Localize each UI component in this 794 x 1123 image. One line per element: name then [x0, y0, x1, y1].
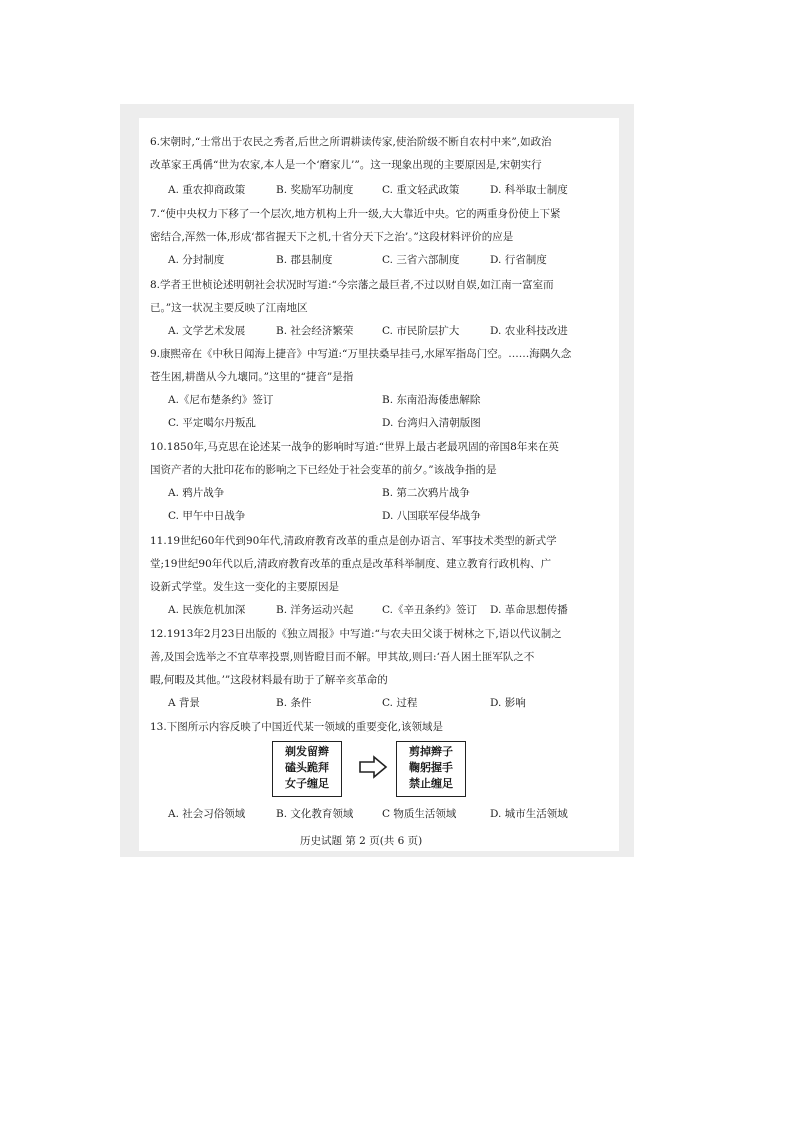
- q12-line2: 善,及国会选举之不宜草率投票,则皆瞪目而不解。甲其故,则曰:‘吾人困土匪军队之不: [150, 651, 535, 663]
- q7-option-d: D. 行省制度: [490, 254, 547, 266]
- after-item: 鞠躬握手: [409, 761, 453, 774]
- q9-line2: 苍生困,耕凿从今九壤同。”这里的“捷音”是指: [150, 371, 354, 383]
- q7-option-c: C. 三省六部制度: [382, 254, 460, 266]
- q10-option-b: B. 第二次鸦片战争: [382, 487, 470, 499]
- q12-option-b: B. 条件: [276, 697, 312, 709]
- q12-option-a: A 背景: [168, 697, 200, 709]
- before-item: 磕头跪拜: [285, 761, 329, 774]
- q9-option-c: C. 平定噶尔丹叛乱: [168, 417, 256, 429]
- q11-option-c: C.《辛丑条约》签订: [382, 604, 477, 616]
- after-item: 剪掉辫子: [409, 745, 453, 758]
- q9-option-b: B. 东南沿海倭患解除: [382, 394, 481, 406]
- before-item: 女子缠足: [285, 777, 329, 790]
- q11-line1: 11.19世纪60年代到90年代,清政府教育改革的重点是创办语言、军事技术类型的新式学: [150, 535, 557, 547]
- q12-option-d: D. 影响: [490, 697, 526, 709]
- q13-option-c: C 物质生活领域: [382, 808, 457, 820]
- q10-line2: 国资产者的大批印花布的影响之下已经处于社会变革的前夕。”该战争指的是: [150, 464, 497, 476]
- q8-option-a: A. 文学艺术发展: [168, 325, 246, 337]
- q6-option-a: A. 重农抑商政策: [168, 184, 246, 196]
- q7-option-b: B. 郡县制度: [276, 254, 333, 266]
- q7-line2: 密结合,浑然一体,形成‘都省握天下之机,十省分天下之治’。”这段材料评价的应是: [150, 231, 514, 243]
- q11-line2: 堂;19世纪90年代以后,清政府教育改革的重点是改革科举制度、建立教育行政机构、广: [150, 558, 552, 570]
- q8-line2: 已。”这一状况主要反映了江南地区: [150, 302, 308, 314]
- q13-option-d: D. 城市生活领域: [490, 808, 568, 820]
- q7-line1: 7.“使中央权力下移了一个层次,地方机构上升一级,大大靠近中央。它的两重身份使上下紧: [150, 208, 561, 220]
- q8-option-c: C. 市民阶层扩大: [382, 325, 460, 337]
- q8-option-b: B. 社会经济繁荣: [276, 325, 354, 337]
- q10-option-a: A. 鸦片战争: [168, 487, 225, 499]
- q11-line3: 设新式学堂。发生这一变化的主要原因是: [150, 581, 339, 593]
- q9-option-a: A.《尼布楚条约》签订: [168, 394, 274, 406]
- q8-option-d: D. 农业科技改进: [490, 325, 568, 337]
- q12-line1: 12.1913年2月23日出版的《独立周报》中写道:“与农夫田父谈于树林之下,语以代议制之: [150, 628, 562, 640]
- q6-option-d: D. 科举取士制度: [490, 184, 568, 196]
- q13-option-b: B. 文化教育领域: [276, 808, 354, 820]
- after-item: 禁止缠足: [409, 777, 453, 790]
- q7-option-a: A. 分封制度: [168, 254, 225, 266]
- q12-option-c: C. 过程: [382, 697, 418, 709]
- q6-option-c: C. 重文轻武政策: [382, 184, 460, 196]
- q9-option-d: D. 台湾归入清朝版图: [382, 417, 481, 429]
- q10-option-c: C. 甲午中日战争: [168, 510, 246, 522]
- exam-page: [139, 118, 619, 851]
- q6-line2: 改革家王禹偁“世为农家,本人是一个‘磨家儿’”。这一现象出现的主要原因是,宋朝实行: [150, 159, 542, 171]
- q13-line1: 13.下图所示内容反映了中国近代某一领域的重要变化,该领域是: [150, 721, 444, 733]
- diagram-after-box: [396, 741, 466, 797]
- before-item: 剃发留辫: [285, 745, 329, 758]
- q11-option-b: B. 洋务运动兴起: [276, 604, 354, 616]
- q10-option-d: D. 八国联军侵华战争: [382, 510, 481, 522]
- right-arrow-icon: [358, 755, 388, 779]
- page-footer: 历史试题 第 2 页(共 6 页): [300, 835, 423, 847]
- q11-option-d: D. 革命思想传播: [490, 604, 568, 616]
- q6-option-b: B. 奖励军功制度: [276, 184, 354, 196]
- diagram-before-box: [272, 741, 342, 797]
- q8-line1: 8.学者王世桢论述明朝社会状况时写道:“今宗藩之最巨者,不过以财自娱,如江南一富室而: [150, 279, 554, 291]
- q6-line1: 6.宋朝时,“士常出于农民之秀者,后世之所谓耕读传家,使治阶级不断自农村中来”,如政治: [150, 136, 552, 148]
- q10-line1: 10.1850年,马克思在论述某一战争的影响时写道:“世界上最古老最巩固的帝国8年来在英: [150, 441, 559, 453]
- q9-line1: 9.康熙帝在《中秋日闻海上捷音》中写道:“万里扶桑早挂弓,水犀军指岛门空。……海隅久念: [150, 348, 572, 360]
- q13-option-a: A. 社会习俗领域: [168, 808, 246, 820]
- q11-option-a: A. 民族危机加深: [168, 604, 246, 616]
- q12-line3: 暇,何暇及其他。’”这段材料最有助于了解辛亥革命的: [150, 674, 388, 686]
